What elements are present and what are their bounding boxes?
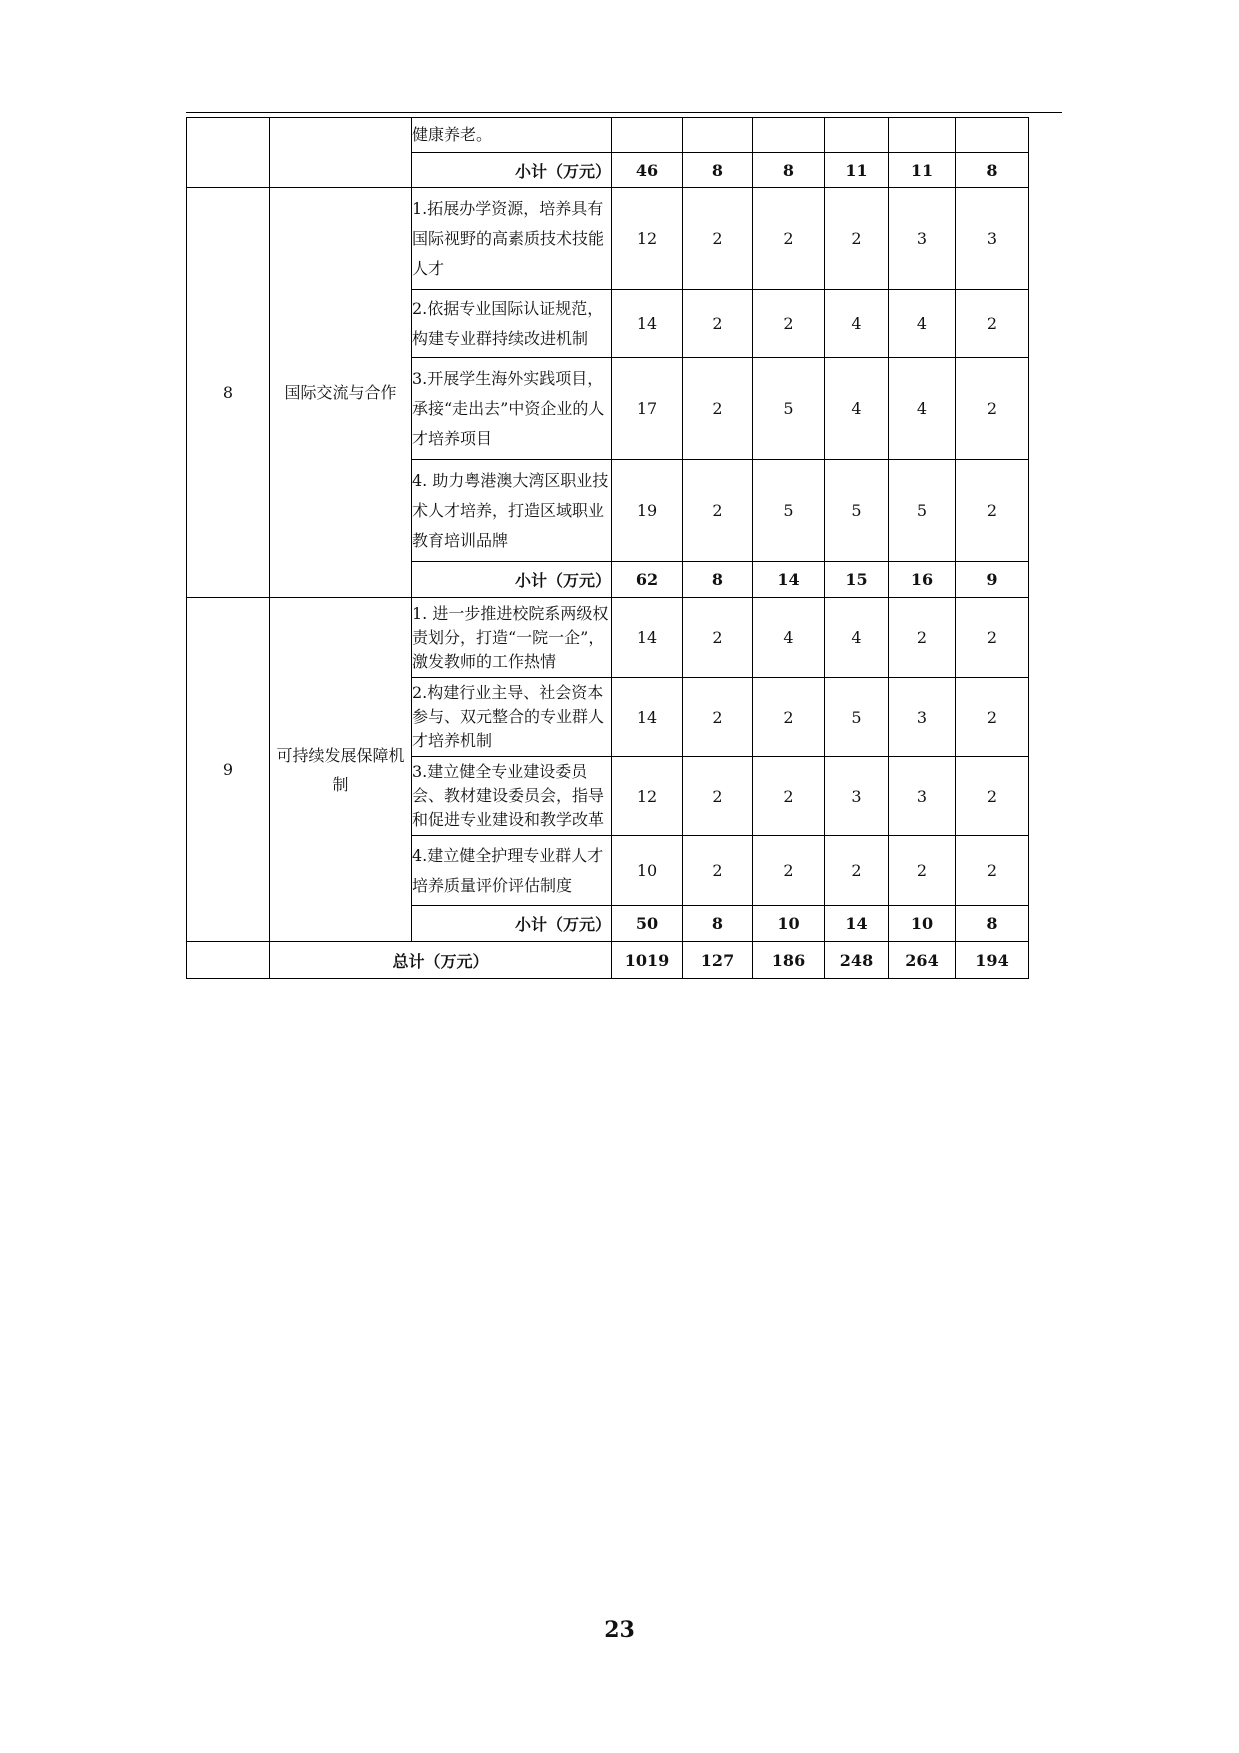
value-cell: 2: [956, 757, 1029, 836]
value-cell: 5: [753, 358, 825, 460]
subtotal-value: 62: [612, 562, 683, 598]
value-cell: 14: [612, 290, 683, 358]
task-cell: 健康养老。: [412, 118, 612, 153]
page-number: 23: [604, 1617, 635, 1643]
header-rule: [186, 112, 1062, 113]
task-cell: 4.建立健全护理专业群人才培养质量评价评估制度: [412, 836, 612, 906]
task-cell: 4. 助力粤港澳大湾区职业技术人才培养，打造区域职业教育培训品牌: [412, 460, 612, 562]
value-cell: 2: [956, 678, 1029, 757]
value-cell: 2: [683, 460, 753, 562]
value-cell: 2: [753, 188, 825, 290]
value-cell: 10: [612, 836, 683, 906]
value-cell: 2: [825, 188, 889, 290]
value-cell: 3: [956, 188, 1029, 290]
value-cell: 5: [825, 460, 889, 562]
value-cell: 2: [956, 836, 1029, 906]
value-cell: 2: [956, 598, 1029, 678]
value-cell: 3: [889, 678, 956, 757]
subtotal-value: 8: [683, 153, 753, 188]
value-cell: 4: [825, 598, 889, 678]
value-cell: 2: [753, 290, 825, 358]
value-cell: 3: [889, 188, 956, 290]
value-cell: 2: [956, 290, 1029, 358]
value-cell: 5: [825, 678, 889, 757]
value-cell: 17: [612, 358, 683, 460]
value-cell: 2: [956, 358, 1029, 460]
section-category: 国际交流与合作: [270, 188, 412, 598]
value-cell: 2: [825, 836, 889, 906]
index-cell: [187, 118, 270, 188]
section-category: 可持续发展保障机制: [270, 598, 412, 942]
value-cell: 2: [956, 460, 1029, 562]
value-cell: 12: [612, 188, 683, 290]
task-cell: 2.构建行业主导、社会资本参与、双元整合的专业群人才培养机制: [412, 678, 612, 757]
task-cell: 2.依据专业国际认证规范，构建专业群持续改进机制: [412, 290, 612, 358]
subtotal-value: 8: [956, 153, 1029, 188]
section-index: 8: [187, 188, 270, 598]
table-row: [187, 118, 1029, 153]
subtotal-value: 14: [753, 562, 825, 598]
value-cell: 4: [825, 358, 889, 460]
subtotal-value: 8: [753, 153, 825, 188]
budget-table: [186, 117, 1029, 979]
subtotal-value: 10: [889, 906, 956, 942]
value-cell: 2: [753, 678, 825, 757]
subtotal-value: 46: [612, 153, 683, 188]
subtotal-label: 小计（万元）: [412, 153, 612, 188]
subtotal-label: 小计（万元）: [412, 562, 612, 598]
task-cell: 1.拓展办学资源，培养具有国际视野的高素质技术技能人才: [412, 188, 612, 290]
total-label: 总计（万元）: [270, 942, 612, 979]
subtotal-value: 10: [753, 906, 825, 942]
total-value: 1019: [612, 942, 683, 979]
subtotal-label: 小计（万元）: [412, 906, 612, 942]
value-cell: 14: [612, 598, 683, 678]
total-value: 127: [683, 942, 753, 979]
value-cell: 5: [889, 460, 956, 562]
value-cell: 2: [683, 678, 753, 757]
category-cell: [270, 118, 412, 188]
table-row: [187, 188, 1029, 290]
task-cell: 3.开展学生海外实践项目，承接“走出去”中资企业的人才培养项目: [412, 358, 612, 460]
value-cell: 2: [683, 290, 753, 358]
total-value: 186: [753, 942, 825, 979]
value-cell: 2: [683, 836, 753, 906]
value-cell: 4: [889, 290, 956, 358]
subtotal-value: 8: [956, 906, 1029, 942]
total-blank-cell: [187, 942, 270, 979]
value-cell: 2: [683, 598, 753, 678]
subtotal-value: 50: [612, 906, 683, 942]
value-cell: 4: [825, 290, 889, 358]
value-cell: 5: [753, 460, 825, 562]
value-cell: 2: [889, 598, 956, 678]
value-cell: 2: [889, 836, 956, 906]
value-cell: 12: [612, 757, 683, 836]
subtotal-value: 14: [825, 906, 889, 942]
value-cell: 2: [753, 757, 825, 836]
table-row: [187, 598, 1029, 678]
subtotal-value: 16: [889, 562, 956, 598]
subtotal-value: 11: [825, 153, 889, 188]
value-cell: 2: [683, 358, 753, 460]
value-cell: 4: [753, 598, 825, 678]
total-value: 194: [956, 942, 1029, 979]
value-cell: 2: [683, 757, 753, 836]
subtotal-value: 8: [683, 906, 753, 942]
total-value: 264: [889, 942, 956, 979]
value-cell: 3: [825, 757, 889, 836]
total-row: [187, 942, 1029, 979]
value-cell: 19: [612, 460, 683, 562]
value-cell: 2: [683, 188, 753, 290]
section-index: 9: [187, 598, 270, 942]
value-cell: 4: [889, 358, 956, 460]
subtotal-value: 11: [889, 153, 956, 188]
value-cell: 3: [889, 757, 956, 836]
subtotal-value: 15: [825, 562, 889, 598]
task-cell: 3.建立健全专业建设委员会、教材建设委员会，指导和促进专业建设和教学改革: [412, 757, 612, 836]
subtotal-value: 8: [683, 562, 753, 598]
task-cell: 1. 进一步推进校院系两级权责划分，打造“一院一企”，激发教师的工作热情: [412, 598, 612, 678]
value-cell: 14: [612, 678, 683, 757]
total-value: 248: [825, 942, 889, 979]
subtotal-value: 9: [956, 562, 1029, 598]
value-cell: 2: [753, 836, 825, 906]
